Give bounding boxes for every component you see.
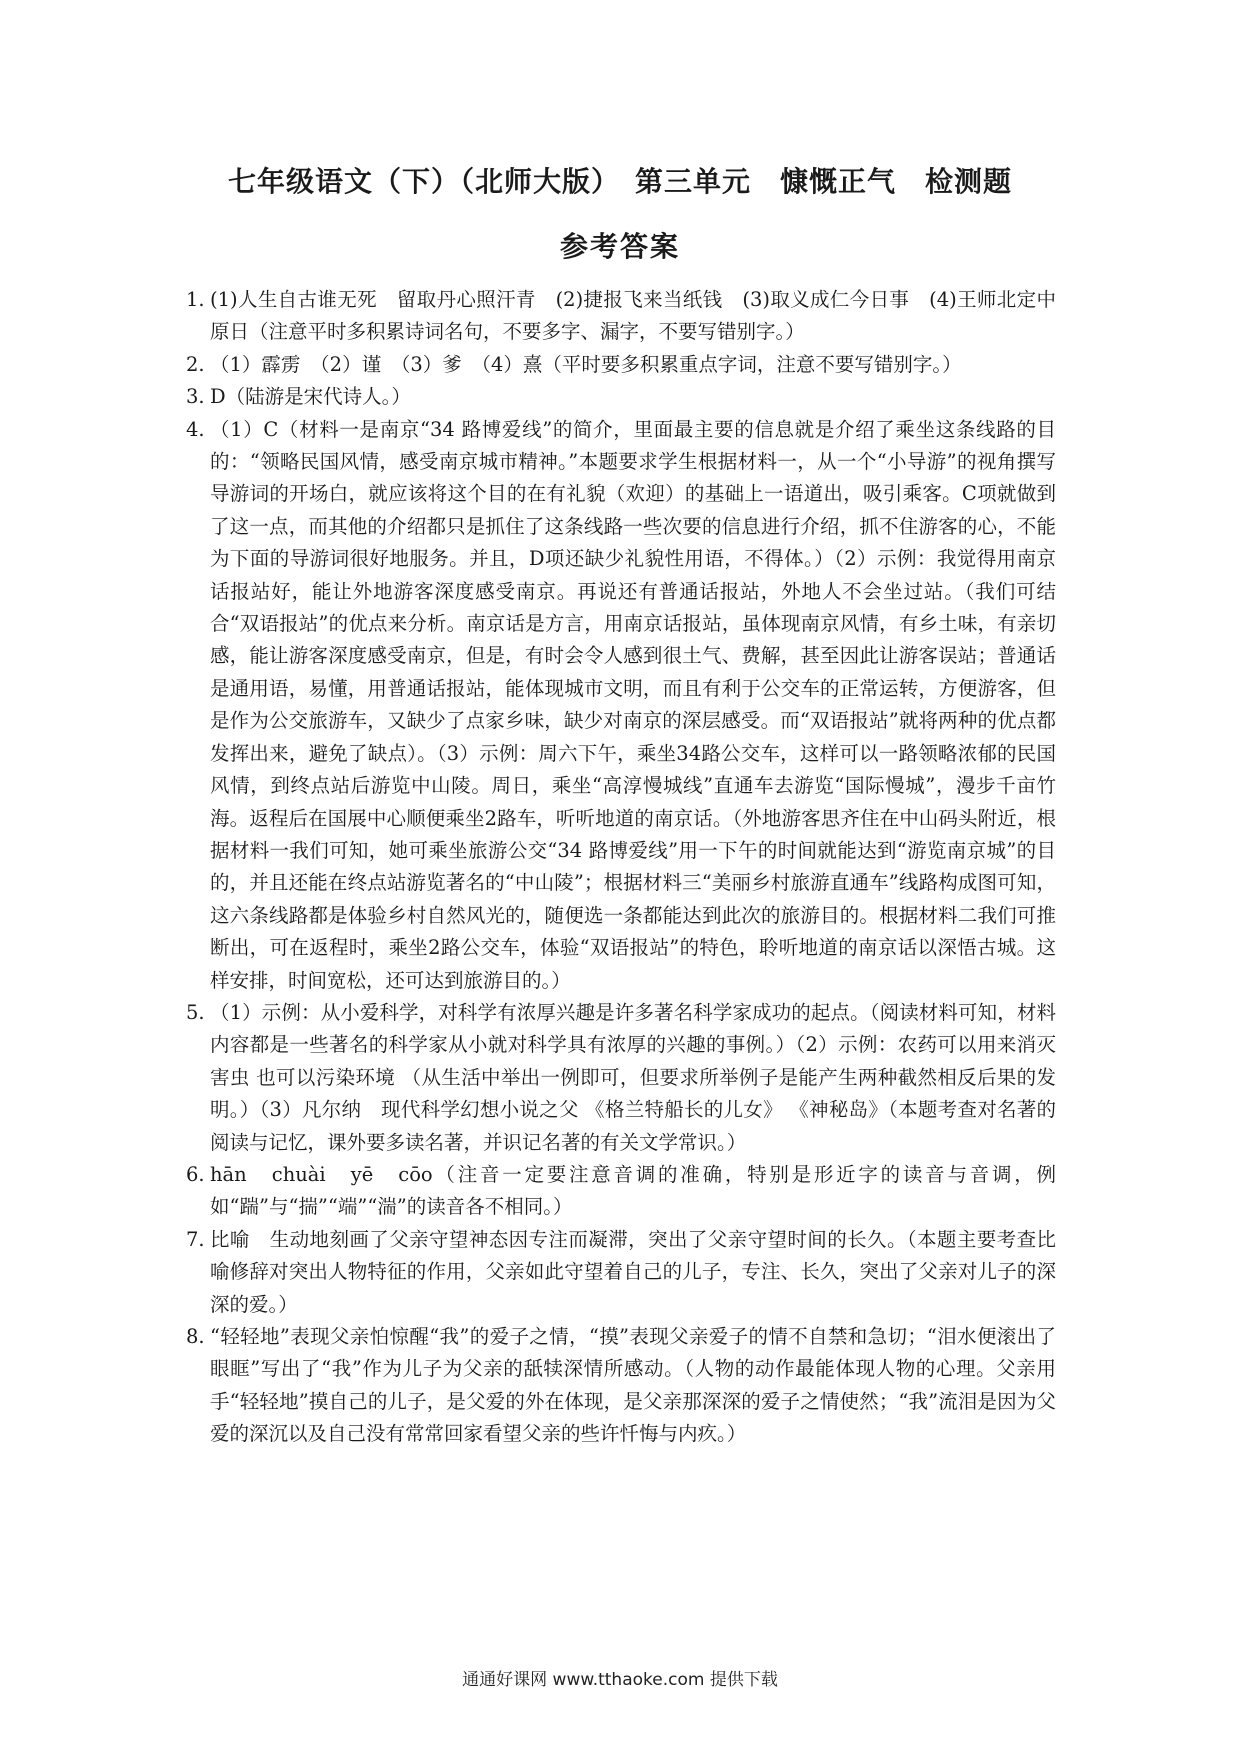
answer-number: 8. <box>186 1325 205 1348</box>
answer-number: 5. <box>186 1000 205 1024</box>
answer-text: (1)人生自古谁无死 留取丹心照汗青 (2)捷报飞来当纸钱 (3)取义成仁今日事 (4)王师北定中原日（注意平时多积累诗词名句，不要多字、漏字，不要写错别字。） <box>210 288 1056 344</box>
page-footer: 通通好课网 www.tthaoke.com 提供下载 <box>462 1670 778 1690</box>
answer-text: （1）C（材料一是南京“34 路博爱线”的简介，里面最主要的信息就是介绍了乘坐这条线路的目的：“领略民国风情，感受南京城市精神。”本题要求学生根据材料一，从一个“小导游”的视角撰写导游词的开场白，就应该将这个目的在有礼貌（欢迎）的基础上一语道出，吸引乘客。C项就做到了这一点，而其他的介绍都只是抓住了这条线路一些次要的信息进行介绍，抓不住游客的心，不能为下面的导游词很好地服务。并且，D项还缺少礼貌性用语，不得体。）（2）示例：我觉得用南京话报站好，能让外地游客深度感受南京。再说还有普通话报站，外地人不会坐过站。（我们可结合“双语报站”的优点来分析。南京话是方言，用南京话报站，虽体现南京风情，有乡土味，有亲切感，能让游客深度感受南京，但是，有时会令人感到很土气、费解，甚至因此让游客误站；普通话是通用语，易懂，用普通话报站，能体现城市文明，而且有利于公交车的正常运转，方便游客，但是作为公交旅游车，又缺少了点家乡味，缺少对南京的深层感受。而“双语报站”就将两种的优点都发挥出来，避免了缺点）。（3）示例：周六下午，乘坐34路公交车，这样可以一路领略浓郁的民国风情，到终点站后游览中山陵。周日，乘坐“高淳慢城线”直通车去游览“国际慢城”，漫步千亩竹海。返程后在国展中心顺便乘坐2路车，听听地道的南京话。（外地游客思齐住在中山码头附近，根据材料一我们可知，她可乘坐旅游公交“34 路博爱线”用一下午的时间就能达到“游览南京城”的目的，并且还能在终点站游览著名的“中山陵”；根据材料三“美丽乡村旅游直通车”线路构成图可知，这六条线路都是体验乡村自然风光的，随便选一条都能达到此次的旅游目的。根据材料二我们可推断出，可在返程时，乘坐2路公交车，体验“双语报站”的特色，聆听地道的南京话以深悟古城。这样安排，时间宽松，还可达到旅游目的。） <box>210 417 1056 992</box>
answer-item-3 <box>186 381 1056 413</box>
answer-number: 6. <box>186 1162 205 1186</box>
answer-text: （1）示例：从小爱科学，对科学有浓厚兴趣是许多著名科学家成功的起点。（阅读材料可知，材料内容都是一些著名的科学家从小就对科学具有浓厚的兴趣的事例。）（2）示例：农药可以用来消灭害虫 也可以污染环境 （从生活中举出一例即可，但要求所举例子是能产生两种截然相反后果的发明。）（3）凡尔纳 现代科学幻想小说之父 《格兰特船长的儿女》 《神秘岛》（本题考查对名著的阅读与记忆，课外要多读名著，并识记名著的有关文学常识。） <box>210 1000 1056 1154</box>
answer-item-5 <box>186 997 1056 1159</box>
answer-text: D（陆游是宋代诗人。） <box>210 385 411 409</box>
answer-item-6 <box>186 1159 1056 1224</box>
answer-number: 7. <box>186 1227 205 1251</box>
answer-number: 1. <box>186 288 205 311</box>
answer-number: 4. <box>186 417 205 441</box>
answer-list <box>186 284 1056 1451</box>
answer-item-8 <box>186 1321 1056 1451</box>
answer-item-1 <box>186 284 1056 349</box>
answer-text: 比喻 生动地刻画了父亲守望神态因专注而凝滞，突出了父亲守望时间的长久。（本题主要考查比喻修辞对突出人物特征的作用，父亲如此守望着自己的儿子，专注、长久，突出了父亲对儿子的深深的爱。） <box>210 1227 1056 1316</box>
document-subtitle: 参考答案 <box>559 230 680 263</box>
answer-item-4 <box>186 414 1056 997</box>
answer-number: 2. <box>186 352 205 376</box>
answer-text: hān chuài yē cōo（注音一定要注意音调的准确，特别是形近字的读音与音调，例如“踹”与“揣”“端”“湍”的读音各不相同。） <box>210 1162 1056 1219</box>
answer-text: “轻轻地”表现父亲怕惊醒“我”的爱子之情，“摸”表现父亲爱子的情不自禁和急切；“泪水便滚出了眼眶”写出了“我”作为儿子为父亲的舐犊深情所感动。（人物的动作最能体现人物的心理。父亲用手“轻轻地”摸自己的儿子，是父爱的外在体现，是父亲那深深的爱子之情使然；“我”流泪是因为父爱的深沉以及自己没有常常回家看望父亲的些许忏悔与内疚。） <box>210 1325 1056 1446</box>
answer-item-7 <box>186 1224 1056 1321</box>
answer-number: 3. <box>186 385 205 409</box>
answer-item-2 <box>186 349 1056 381</box>
answer-text: （1）霹雳 （2）谨 （3）爹 （4）熹（平时要多积累重点字词，注意不要写错别字。） <box>210 352 962 376</box>
document-title: 七年级语文（下）（北师大版） 第三单元 慷慨正气 检测题 <box>227 165 1012 198</box>
